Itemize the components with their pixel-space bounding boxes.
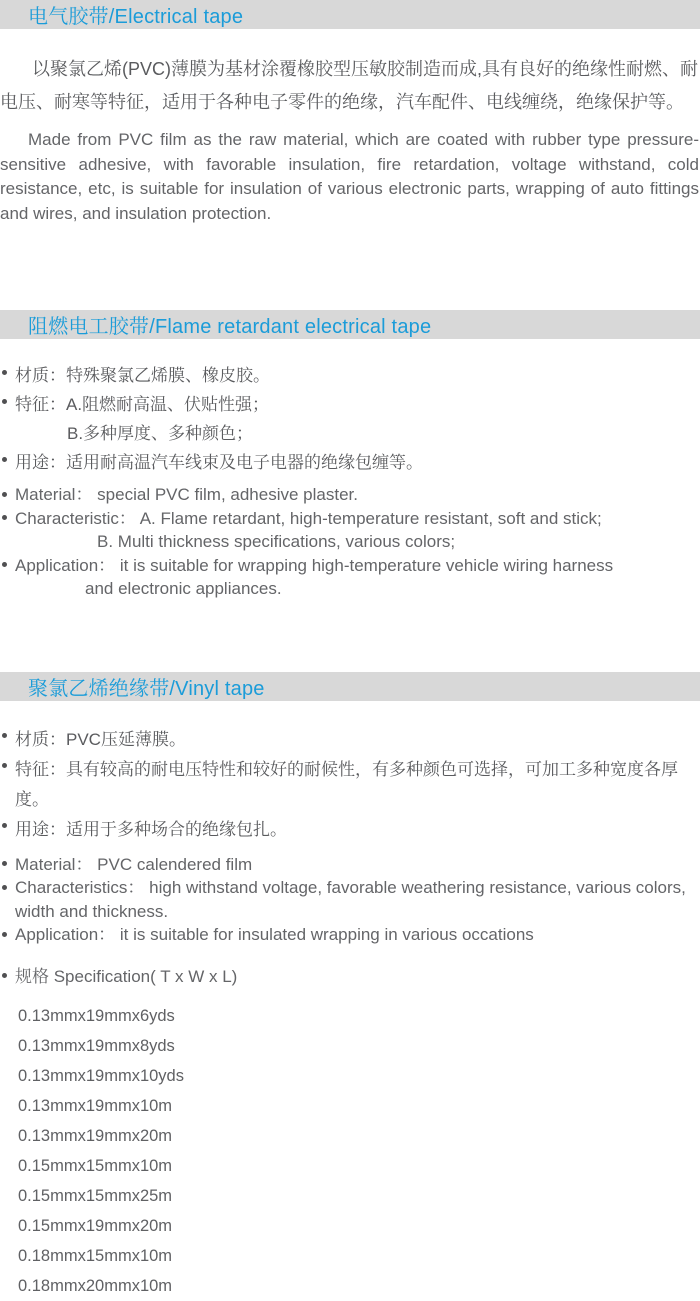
section-header-bar [0,0,700,29]
paragraph-chinese: 以聚氯乙烯(PVC)薄膜为基材涂覆橡胶型压敏胶制造而成,具有良好的绝缘性耐燃、耐电压、耐寒等特征，适用于各种电子零件的绝缘，汽车配件、电线缠绕，绝缘保护等。 [0,59,698,112]
spec-item: 0.18mmx20mmx10m [18,1276,173,1295]
bullet-characteristic-en: Characteristic： A. Flame retardant, high-temperature resistant, soft and stick; [0,507,700,531]
bullet-material-zh: 材质：PVC压延薄膜。 [0,725,700,755]
spec-item: 0.15mmx19mmx20m [18,1216,173,1235]
bullet-characteristic-zh: 特征：具有较高的耐电压特性和较好的耐候性，有多种颜色可选择，可加工多种宽度各厚度。 [0,755,700,815]
spec-item: 0.13mmx19mmx6yds [18,1006,175,1025]
paragraph-english: Made from PVC film as the raw material, which are coated with rubber type pressure-sensitive adhesive, with favorable insulation, fire retardation, voltage withstand, cold resistance, etc, is suitable for insulation of various electronic parts, wrapping of auto fittings and wires, and insulation protection. [0,130,699,223]
bullet-continuation: width and thickness. [15,901,169,921]
bullet-list-english [0,853,700,947]
section-gap [0,226,700,310]
bullet-continuation: B. Multi thickness specifications, various colors; [97,532,456,551]
bullet-continuation: B.多种厚度、多种颜色； [67,424,254,443]
section-title: 阻燃电工胶带/Flame retardant electrical tape [28,316,432,338]
section-title: 聚氯乙烯绝缘带/Vinyl tape [28,677,265,700]
spec-item: 0.13mmx19mmx20m [18,1126,173,1145]
bullet-continuation: and electronic appliances. [85,579,282,598]
section-electrical-tape [0,0,700,226]
bullet-material-en: Material： PVC calendered film [0,853,700,877]
spec-item: 0.18mmx15mmx10m [18,1246,173,1265]
section-vinyl-tape [0,672,700,1301]
bullet-list-chinese [0,361,700,477]
spec-item: 0.13mmx19mmx10yds [18,1066,184,1085]
section-gap [0,601,700,672]
bullet-material-zh: 材质：特殊聚氯乙烯膜、橡皮胶。 [0,361,700,390]
bullet-characteristic-zh: 特征：A.阻燃耐高温、伏贴性强； [0,390,700,419]
spec-item: 0.13mmx19mmx8yds [18,1036,175,1055]
bullet-application-zh: 用途：适用耐高温汽车线束及电子电器的绝缘包缠等。 [0,448,700,477]
spec-item: 0.15mmx15mmx10m [18,1156,173,1175]
bullet-list-chinese [0,725,700,845]
section-header-bar [0,310,700,339]
bullet-application-zh: 用途：适用于多种场合的绝缘包扎。 [0,815,700,845]
bullet-application-en: Application： it is suitable for insulated wrapping in various occations [0,923,700,947]
spec-item: 0.13mmx19mmx10m [18,1096,173,1115]
spec-list [0,1001,700,1301]
section-title: 电气胶带/Electrical tape [28,6,244,28]
spec-heading: 规格 Specification( T x W x L) [0,965,700,989]
bullet-list-english [0,483,700,601]
section-header-bar [0,672,700,701]
bullet-material-en: Material： special PVC film, adhesive plaster. [0,483,700,507]
bullet-characteristics-en: Characteristics： high withstand voltage, favorable weathering resistance, various colors, [0,876,700,900]
spec-item: 0.15mmx15mmx25m [18,1186,173,1205]
section-flame-retardant-tape [0,310,700,601]
bullet-application-en: Application： it is suitable for wrapping high-temperature vehicle wiring harness [0,554,700,578]
